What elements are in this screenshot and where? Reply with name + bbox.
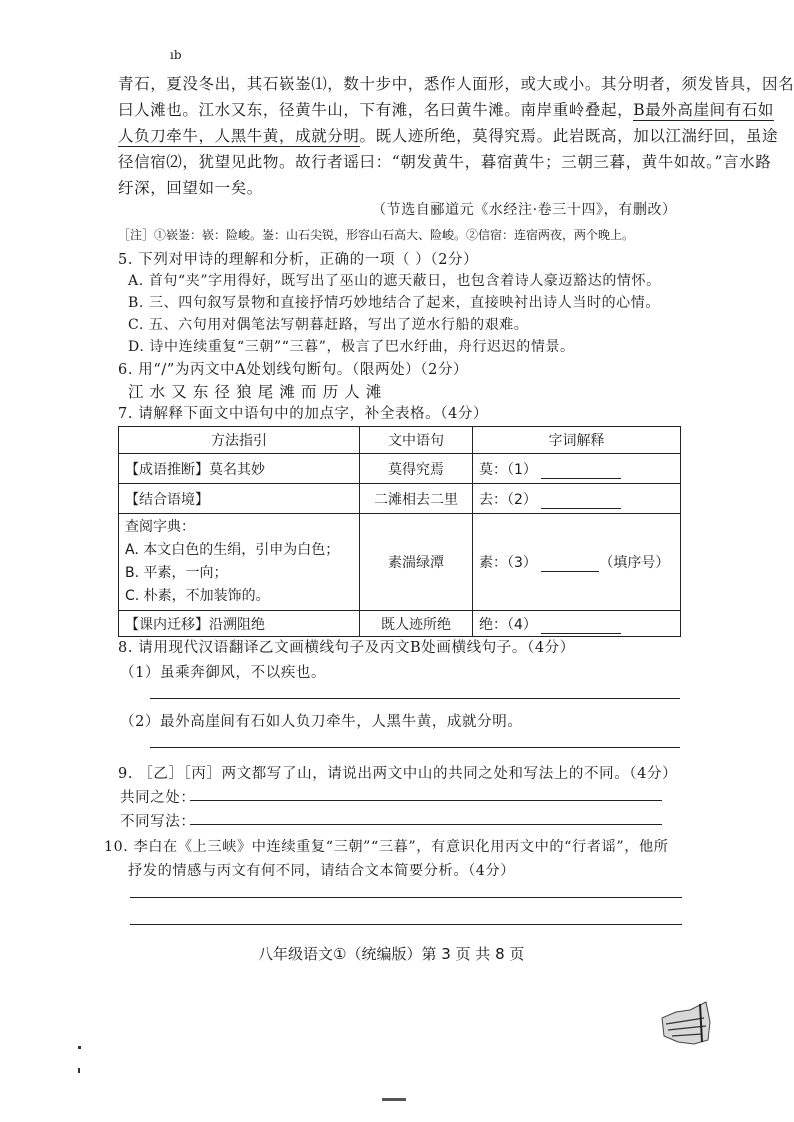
q5-stem: 5. 下列对甲诗的理解和分析，正确的一项（ ）（2分）	[118, 252, 479, 268]
passage-line	[118, 124, 778, 146]
margin-mark	[78, 1068, 80, 1073]
passage-line: 纡深，回望如一矣。	[118, 179, 263, 197]
table-cell: 莫得究焉	[360, 454, 473, 484]
table-header: 方法指引	[119, 427, 360, 454]
dict-option-a: A. 本文白色的生绢，引申为白色；	[125, 542, 340, 558]
q10-stem-line1: 10. 李白在《上三峡》中连续重复“三朝”“三暮”，有意识化用丙文中的“行者谣”，他所	[104, 839, 669, 855]
page-footer: 八年级语文①（统编版）第 3 页 共 8 页	[258, 945, 525, 963]
q8-answer-line-1[interactable]	[150, 698, 680, 699]
q7-table	[118, 426, 681, 637]
q8-sentence-2: （2）最外高崖间有石如人负刀牵牛，人黑牛黄，成就分明。	[120, 714, 523, 730]
passage-source: （节选自郦道元《水经注·卷三十四》，有删改）	[372, 202, 677, 218]
table-cell: 【结合语境】	[119, 484, 360, 514]
q5-option-d: D. 诗中连续重复“三朝”“三暮”，极言了巴水纡曲，舟行迟迟的情景。	[128, 339, 575, 355]
passage-line	[118, 98, 774, 120]
q9-common-label: 共同之处：	[120, 790, 196, 806]
answer-hint: （填序号）	[599, 555, 670, 571]
table-cell: 二滩相去二里	[360, 484, 473, 514]
q9-common-answer-line[interactable]	[190, 800, 662, 801]
table-cell	[473, 484, 681, 514]
table-header: 文中语句	[360, 427, 473, 454]
top-mark: ıb	[170, 48, 182, 62]
q7-stem: 7. 请解释下面文中语句中的加点字，补全表格。（4分）	[118, 406, 489, 422]
table-cell: 既人迹所绝	[360, 611, 473, 637]
q8-sentence-1: （1）虽乘奔御风，不以疾也。	[120, 665, 327, 681]
passage-text: 曰人滩也。江水又东，径黄牛山，下有滩，名曰黄牛滩。南岸重岭叠起，	[118, 101, 634, 119]
q8-answer-line-2[interactable]	[150, 747, 680, 748]
q9-diff-answer-line[interactable]	[190, 824, 662, 825]
q6-sentence: 江 水 又 东 径 狼 尾 滩 而 历 人 滩	[128, 383, 382, 401]
margin-mark	[78, 1046, 81, 1049]
dict-option-b: B. 平素，一向；	[125, 565, 228, 581]
passage-line: 径信宿⑵，犹望见此物。故行者谣曰：“朝发黄牛，暮宿黄牛；三朝三暮，黄牛如故。”言水路	[118, 153, 772, 171]
q5-option-a: A. 首句“夹”字用得好，既写出了巫山的遮天蔽日，也包含着诗人豪迈豁达的情怀。	[128, 273, 661, 289]
q8-stem: 8. 请用现代汉语翻译乙文画横线句子及丙文B处画横线句子。（4分）	[118, 640, 575, 656]
answer-blank-4[interactable]	[541, 633, 621, 634]
table-cell	[473, 611, 681, 637]
table-cell: 【课内迁移】沿溯阻绝	[119, 611, 360, 637]
q10-answer-line-1[interactable]	[130, 897, 682, 898]
answer-label: 绝：（4）	[479, 616, 537, 633]
underlined-sentence-b-cont: 人负刀牵牛，人黑牛黄，成就分明	[118, 127, 360, 145]
table-cell: 素湍绿潭	[360, 514, 473, 611]
q5-option-c: C. 五、六句用对偶笔法写朝暮赶路，写出了逆水行船的艰难。	[128, 317, 529, 333]
table-cell	[473, 454, 681, 484]
answer-label: 莫：（1）	[479, 461, 537, 478]
passage-text: 。既人迹所绝，莫得究焉。此岩既高，加以江湍纡回，虽途	[359, 127, 779, 145]
q9-diff-label: 不同写法：	[120, 814, 196, 830]
scan-artifact-icon	[656, 996, 714, 1048]
passage-line: 青石，夏没冬出，其石嵚崟⑴，数十步中，悉作人面形，或大或小。其分明者，须发皆具，因名	[118, 75, 794, 93]
table-cell	[119, 514, 360, 611]
q5-option-b: B. 三、四句叙写景物和直接抒情巧妙地结合了起来，直接映衬出诗人当时的心情。	[128, 295, 660, 311]
answer-blank-2[interactable]	[541, 508, 621, 509]
q10-stem-line2: 抒发的情感与丙文有何不同，请结合文本简要分析。（4分）	[128, 863, 516, 879]
table-header: 字词解释	[473, 427, 681, 454]
q10-answer-line-2[interactable]	[130, 924, 682, 925]
q9-stem: 9. ［乙］［丙］两文都写了山，请说出两文中山的共同之处和写法上的不同。（4分）	[118, 766, 678, 782]
bottom-smudge	[382, 1098, 406, 1101]
answer-blank-3[interactable]	[541, 571, 599, 572]
passage-notes: ［注］①嵚崟：嵚：险峻。崟：山石尖锐，形容山石高大、险峻。②信宿：连宿两夜，两个晚上。	[118, 228, 635, 242]
answer-blank-1[interactable]	[541, 478, 621, 479]
q6-stem: 6. 用“/”为丙文中A处划线句断句。（限两处）（2分）	[118, 362, 469, 378]
dict-heading: 查阅字典：	[125, 519, 195, 535]
dict-option-c: C. 朴素，不加装饰的。	[125, 588, 270, 604]
answer-label: 素：（3）	[479, 555, 537, 571]
underlined-sentence-b: B最外高崖间有石如	[633, 101, 774, 119]
answer-label: 去：（2）	[479, 491, 537, 508]
table-cell	[473, 514, 681, 611]
table-cell: 【成语推断】莫名其妙	[119, 454, 360, 484]
